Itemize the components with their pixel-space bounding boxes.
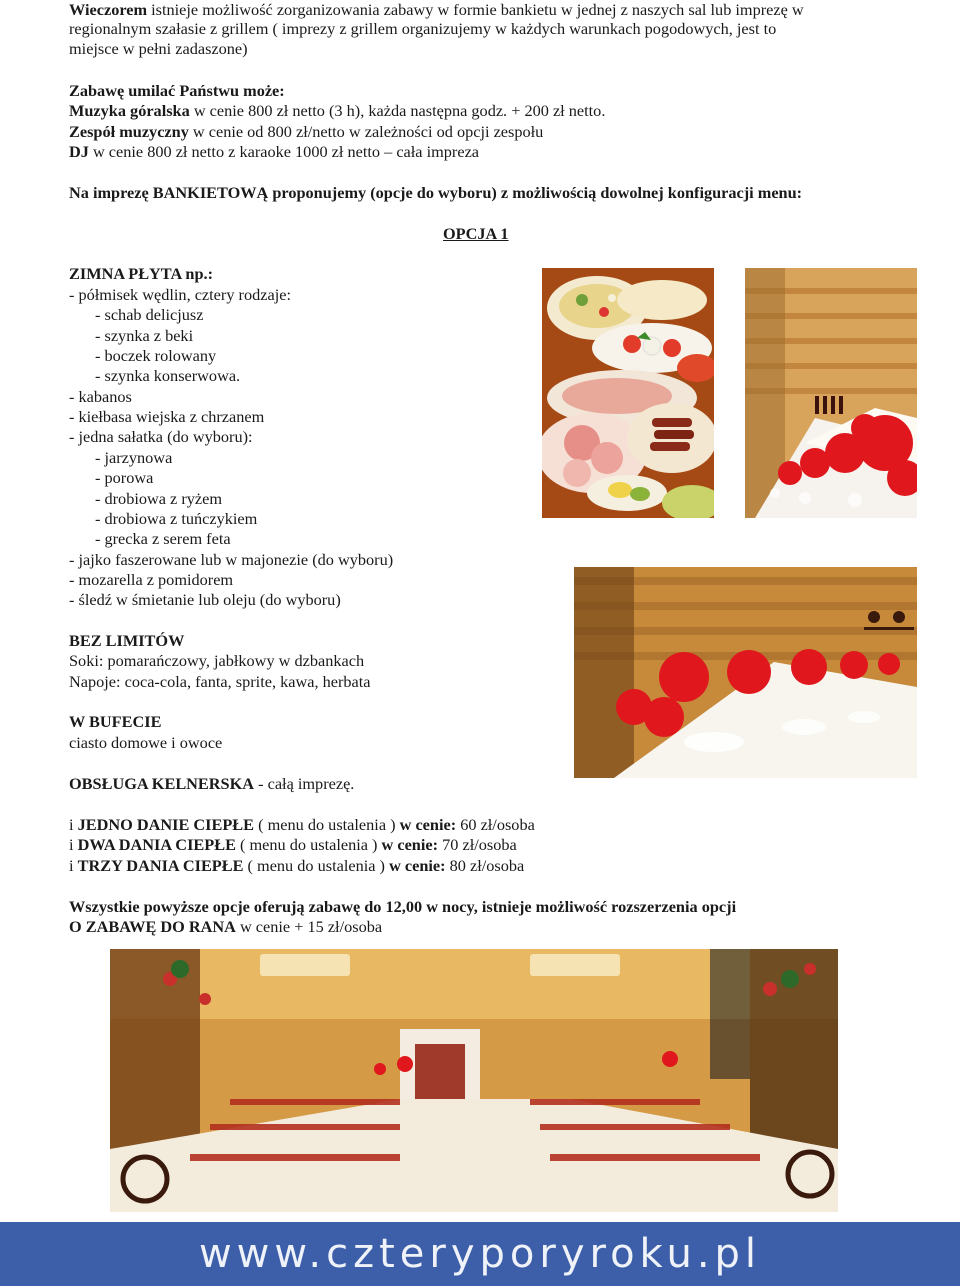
website-url[interactable]: www.czteryporyroku.pl	[198, 1231, 762, 1277]
cold-plate-item: - kiełbasa wiejska z chrzanem	[69, 407, 265, 427]
cold-plate-item: - jajko faszerowane lub w majonezie (do wyboru)	[69, 549, 394, 569]
no-limits-heading: BEZ LIMITÓW	[69, 631, 185, 650]
cold-plate-item: - szynka konserwowa.	[95, 366, 241, 386]
footer-banner	[0, 1222, 960, 1286]
price-line: i DWA DANIA CIEPŁE ( menu do ustalenia ) w cenie: 70 zł/osoba	[69, 835, 517, 854]
entertainment-item: Zespół muzyczny w cenie od 800 zł/netto w zależności od opcji zespołu	[69, 122, 544, 141]
cold-plate-item: - śledź w śmietanie lub oleju (do wyboru)	[69, 590, 341, 610]
service-line: OBSŁUGA KELNERSKA - całą imprezę.	[69, 774, 355, 793]
banquet-room-photo	[574, 567, 917, 778]
cold-plate-item: - drobiowa z ryżem	[95, 488, 223, 508]
entertainment-item: DJ w cenie 800 zł netto z karaoke 1000 zł netto – cała impreza	[69, 142, 480, 161]
cold-plate-item: - jarzynowa	[95, 447, 173, 467]
closing-line-1: Wszystkie powyższe opcje oferują zabawę do 12,00 w nocy, istnieje możliwość rozszerzenia opcji	[69, 897, 737, 916]
drinks-line: Napoje: coca-cola, fanta, sprite, kawa, herbata	[69, 672, 371, 691]
buffet-text: ciasto domowe i owoce	[69, 733, 223, 752]
closing-line-2: O ZABAWĘ DO RANA w cenie + 15 zł/osoba	[69, 917, 383, 936]
cold-plate-heading: ZIMNA PŁYTA np.:	[69, 264, 213, 283]
cold-plate-item: - jedna sałatka (do wyboru):	[69, 427, 253, 447]
cold-plate-item: - boczek rolowany	[95, 346, 217, 366]
price-line: i JEDNO DANIE CIEPŁE ( menu do ustalenia ) w cenie: 60 zł/osoba	[69, 815, 535, 834]
cold-plate-item: - kabanos	[69, 386, 132, 406]
cold-plate-item: - półmisek wędlin, cztery rodzaje:	[69, 285, 291, 304]
cold-buffet-photo	[542, 268, 714, 518]
restaurant-hall-photo	[110, 949, 838, 1212]
cold-plate-item: - porowa	[95, 468, 154, 488]
intro-line-1: Wieczorem istnieje możliwość zorganizowania zabawy w formie bankietu w jednej z naszych sal lub imprezę w	[69, 0, 804, 19]
cold-plate-item: - grecka z serem feta	[95, 529, 231, 549]
intro-line-3: miejsce w pełni zadaszone)	[69, 39, 248, 58]
entertainment-heading: Zabawę umilać Państwu może:	[69, 81, 285, 100]
banquet-table-photo	[745, 268, 917, 518]
option-title: OPCJA 1	[443, 224, 509, 243]
cold-plate-item: - szynka z beki	[95, 325, 194, 345]
intro-line-2: regionalnym szałasie z grillem ( imprezy z grillem organizujemy w każdych warunkach pogodowych, jest to	[69, 19, 777, 38]
cold-plate-item: - drobiowa z tuńczykiem	[95, 508, 258, 528]
buffet-heading: W BUFECIE	[69, 712, 162, 731]
entertainment-item: Muzyka góralska w cenie 800 zł netto (3 h), każda następna godz. + 200 zł netto.	[69, 101, 606, 120]
banquet-heading: Na imprezę BANKIETOWĄ proponujemy (opcje do wyboru) z możliwością dowolnej konfiguracji menu:	[69, 183, 803, 202]
price-line: i TRZY DANIA CIEPŁE ( menu do ustalenia ) w cenie: 80 zł/osoba	[69, 856, 525, 875]
cold-plate-item: - schab delicjusz	[95, 305, 204, 325]
cold-plate-item: - mozarella z pomidorem	[69, 569, 234, 589]
juices-line: Soki: pomarańczowy, jabłkowy w dzbankach	[69, 651, 365, 670]
